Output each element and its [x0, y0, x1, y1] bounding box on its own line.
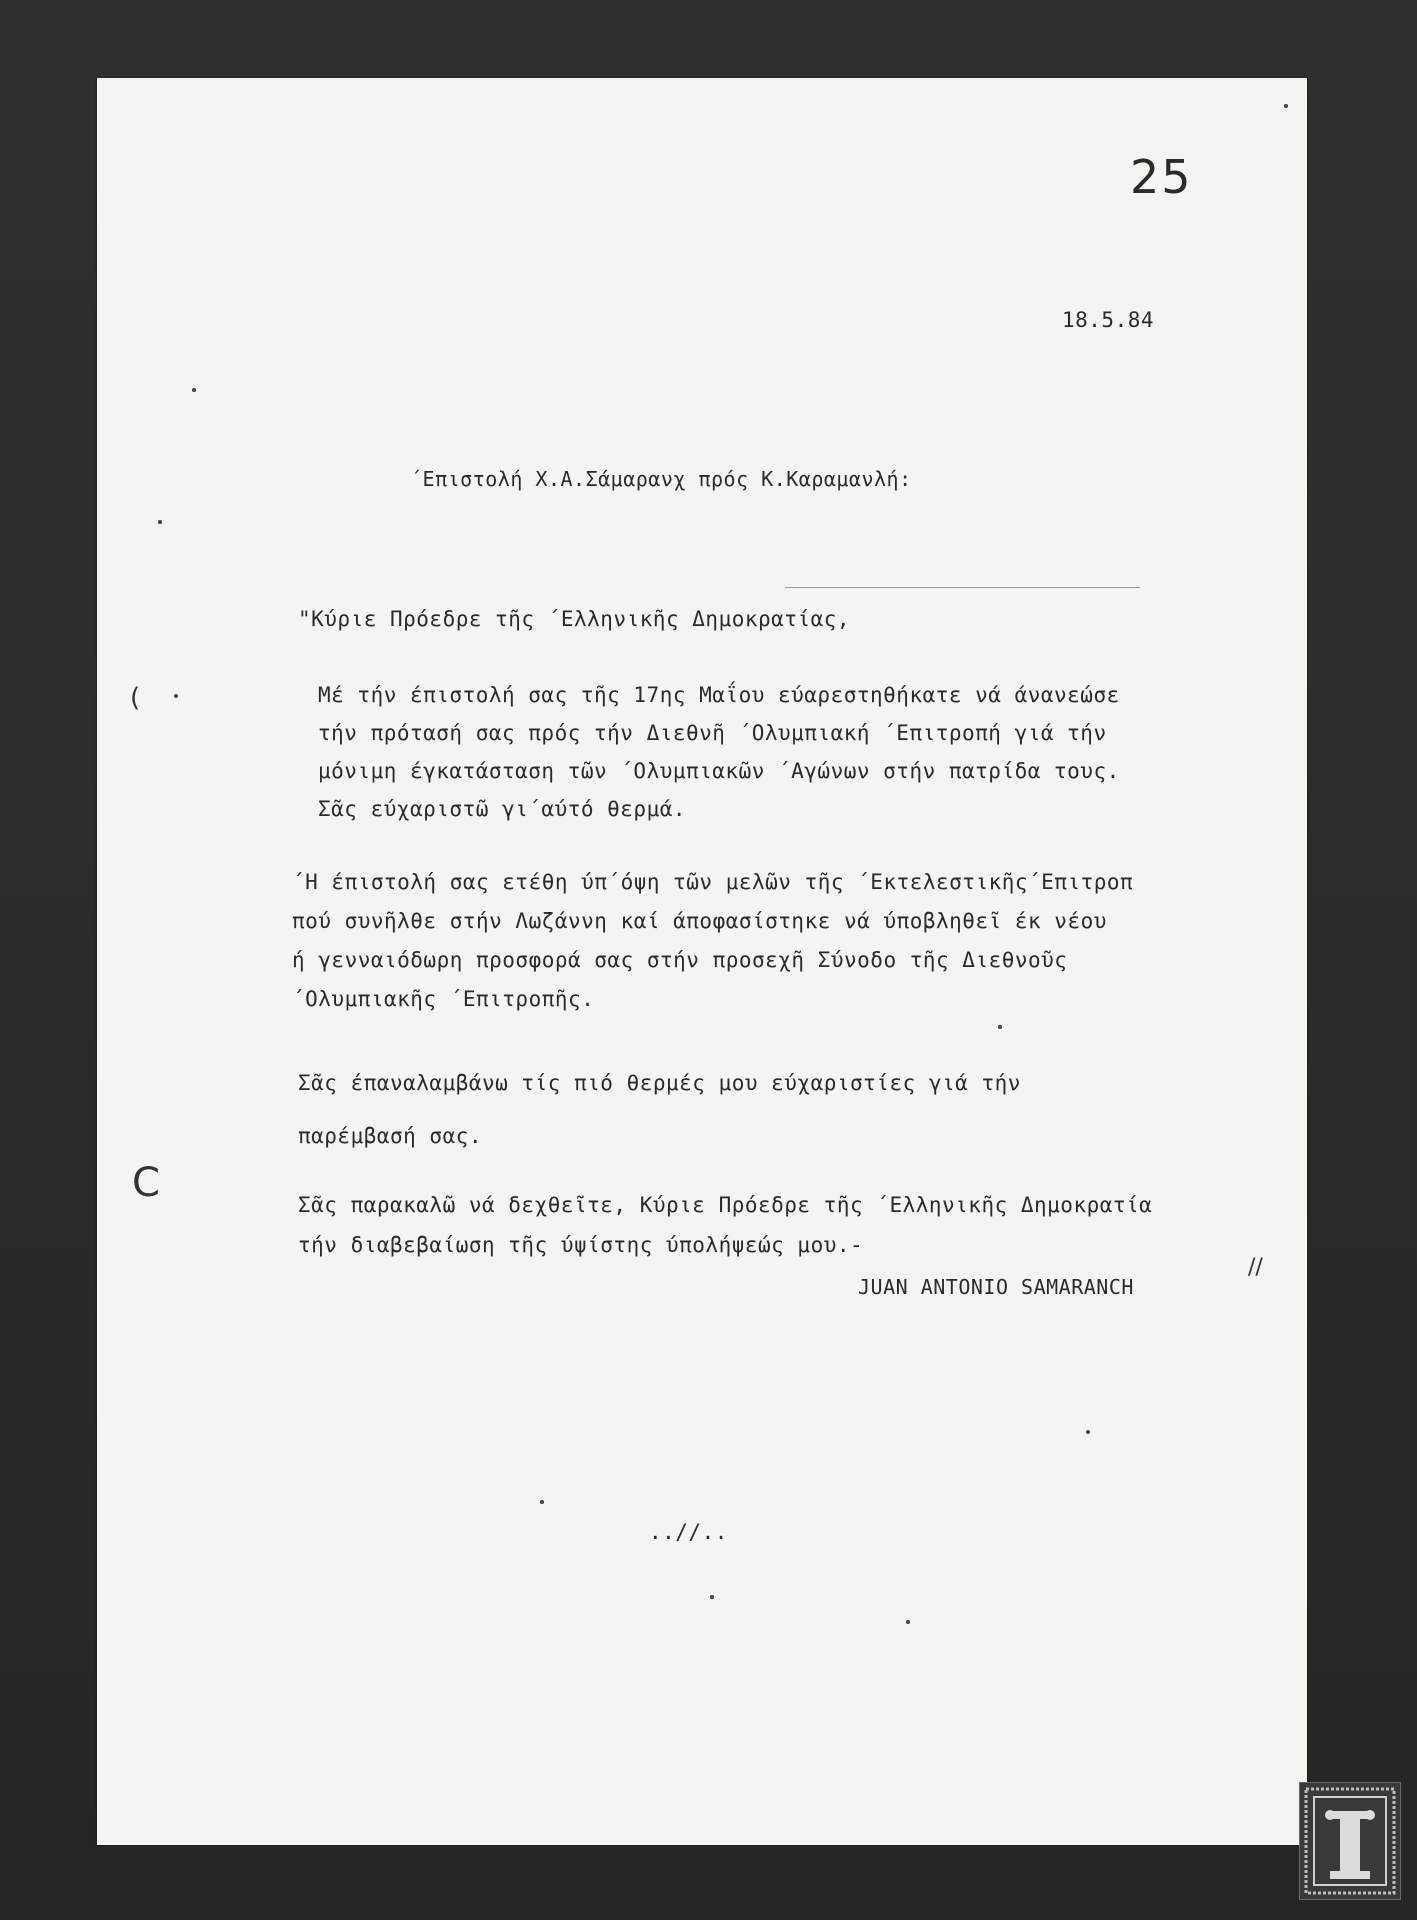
speck — [192, 388, 196, 392]
paragraph-line: τήν πρότασή σας πρός τήν Διεθνῆ ΄Ολυμπιακή ΄Επιτροπή γιά τήν — [318, 721, 1107, 745]
letter-salutation: "Κύριε Πρόεδρε τῆς ΄Ελληνικῆς Δημοκρατίας, — [298, 607, 851, 631]
separator-line — [785, 587, 1140, 588]
margin-hook-mark: C — [132, 1160, 160, 1206]
speck — [174, 694, 178, 698]
paragraph-line: τήν διαβεβαίωση τῆς ύψίστης ύπολήψεώς μου.- — [298, 1233, 864, 1257]
paragraph-line: Σᾶς παρακαλῶ νά δεχθεῖτε, Κύριε Πρόεδρε τῆς ΄Ελληνικῆς Δημοκρατία — [298, 1193, 1153, 1217]
letter-date: 18.5.84 — [1062, 308, 1155, 332]
paragraph-line: παρέμβασή σας. — [298, 1124, 483, 1148]
paragraph-4 — [298, 1185, 1152, 1265]
speck — [540, 1500, 544, 1504]
speck — [1284, 104, 1288, 108]
paragraph-line: ΄Ολυμπιακῆς ΄Επιτροπῆς. — [292, 987, 595, 1011]
paragraph-2 — [292, 863, 1133, 1019]
paragraph-line: Μέ τήν έπιστολή σας τῆς 17ης Μαΐου εύαρεστηθήκατε νά άνανεώσε — [318, 683, 1120, 707]
margin-tick-mark: ( — [130, 683, 141, 713]
speck — [906, 1620, 910, 1624]
paragraph-line: πού συνῆλθε στήν Λωζάννη καί άποφασίστηκε νά ύποβληθεῖ έκ νέου — [292, 909, 1107, 933]
letter-subject: ΄Επιστολή Χ.Α.Σάμαρανχ πρός Κ.Καραμανλή: — [410, 467, 912, 491]
paragraph-line: Σᾶς εύχαριστῶ γι΄αύτό θερμά. — [318, 797, 687, 821]
signature-name: JUAN ANTONIO SAMARANCH — [858, 1275, 1134, 1299]
speck — [158, 520, 162, 524]
paragraph-line: μόνιμη έγκατάσταση τῶν ΄Ολυμπιακῶν ΄Αγώνων στήν πατρίδα τους. — [318, 759, 1120, 783]
archive-seal-icon — [1299, 1782, 1401, 1900]
slash-mark: // — [1248, 1255, 1263, 1280]
speck — [710, 1595, 714, 1599]
page-number: 25 — [1130, 150, 1193, 204]
continuation-mark: ..//.. — [649, 1520, 728, 1544]
speck — [998, 1025, 1002, 1029]
paragraph-line: ή γενναιόδωρη προσφορά σας στήν προσεχῆ Σύνοδο τῆς Διεθνοῦς — [292, 948, 1068, 972]
paragraph-line: ΄Η έπιστολή σας ετέθη ύπ΄όψη τῶν μελῶν τῆς ΄Εκτελεστικῆς΄Επιτροπ — [292, 870, 1134, 894]
speck — [1086, 1430, 1090, 1434]
paragraph-1 — [318, 676, 1120, 828]
paragraph-line: Σᾶς έπαναλαμβάνω τίς πιό θερμές μου εύχαριστίες γιά τήν — [298, 1071, 1021, 1095]
paragraph-3 — [298, 1057, 1021, 1163]
